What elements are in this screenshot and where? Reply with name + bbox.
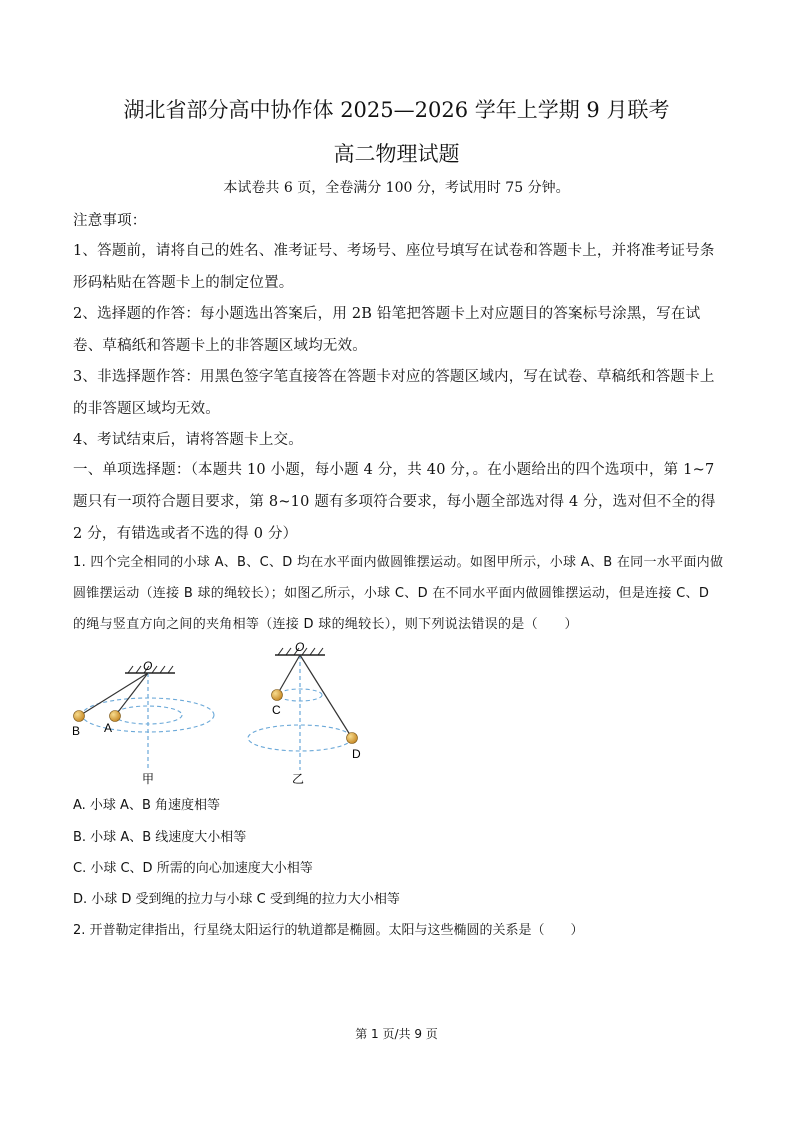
label-A: A xyxy=(104,721,113,735)
string-C xyxy=(277,655,300,695)
notice-item-4: 4、考试结束后，请将答题卡上交。 xyxy=(73,432,303,448)
conical-pendulum-figure xyxy=(70,640,380,790)
string-A xyxy=(115,673,148,716)
figure-jia xyxy=(74,666,215,768)
question-2-stem: 2. 开普勒定律指出，行星绕太阳运行的轨道都是椭圆。太阳与这些椭圆的关系是（ ） xyxy=(73,923,584,938)
label-O1: O xyxy=(143,659,153,673)
question-1-option-c: C. 小球 C、D 所需的向心加速度大小相等 xyxy=(73,861,313,876)
notice-item-3: 3、非选择题作答：用黑色签字笔直接答在答题卡对应的答题区域内，写在试卷、草稿纸和答题卡上的非答题区域均无效。 xyxy=(73,369,715,417)
string-B xyxy=(79,673,148,716)
question-1-stem: 1. 四个完全相同的小球 A、B、C、D 均在水平面内做圆锥摆运动。如图甲所示，小球 A、B 在同一水平面内做圆锥摆运动（连接 B 球的绳较长）；如图乙所示，小球 C、D 在不同水平面内做圆锥摆运动，但是连接 C、D 的绳与竖直方向之间的夹角相等（连接 D 球的绳较长），则下列说法错误的是（ ） xyxy=(73,555,724,632)
figure-yi xyxy=(248,648,358,770)
ball-B xyxy=(74,711,85,722)
ball-A xyxy=(110,711,121,722)
question-1-option-d: D. 小球 D 受到绳的拉力与小球 C 受到绳的拉力大小相等 xyxy=(73,892,400,907)
caption-jia: 甲 xyxy=(142,772,155,786)
section-heading: 一、单项选择题：（本题共 10 小题，每小题 4 分，共 40 分，。在小题给出的四个选项中，第 1~7 题只有一项符合题目要求，第 8~10 题有多项符合要求，每小题全部选对得 4 分，选对但不全的得 2 分，有错选或者不选的得 0 分） xyxy=(73,462,716,542)
exam-title: 湖北省部分高中协作体 2025—2026 学年上学期 9 月联考 xyxy=(123,98,670,122)
label-D: D xyxy=(352,747,361,761)
notice-heading: 注意事项： xyxy=(73,213,147,229)
exam-subtitle: 高二物理试题 xyxy=(333,142,460,166)
notice-item-2: 2、选择题的作答：每小题选出答案后，用 2B 铅笔把答题卡上对应题目的答案标号涂黑，写在试卷、草稿纸和答题卡上的非答题区域均无效。 xyxy=(73,306,701,354)
label-O2: O xyxy=(295,640,305,654)
caption-yi: 乙 xyxy=(292,772,305,786)
label-C: C xyxy=(272,703,281,717)
question-1-option-b: B. 小球 A、B 线速度大小相等 xyxy=(73,830,247,845)
ball-D xyxy=(347,733,358,744)
page-footer: 第 1 页/共 9 页 xyxy=(355,1027,438,1041)
string-D xyxy=(300,655,352,738)
notice-item-1: 1、答题前，请将自己的姓名、准考证号、考场号、座位号填写在试卷和答题卡上，并将准考证号条形码粘贴在答题卡上的制定位置。 xyxy=(73,243,715,291)
exam-intro: 本试卷共 6 页，全卷满分 100 分，考试用时 75 分钟。 xyxy=(223,180,570,196)
ball-C xyxy=(272,690,283,701)
question-1-option-a: A. 小球 A、B 角速度相等 xyxy=(73,798,221,813)
label-B: B xyxy=(72,724,81,738)
